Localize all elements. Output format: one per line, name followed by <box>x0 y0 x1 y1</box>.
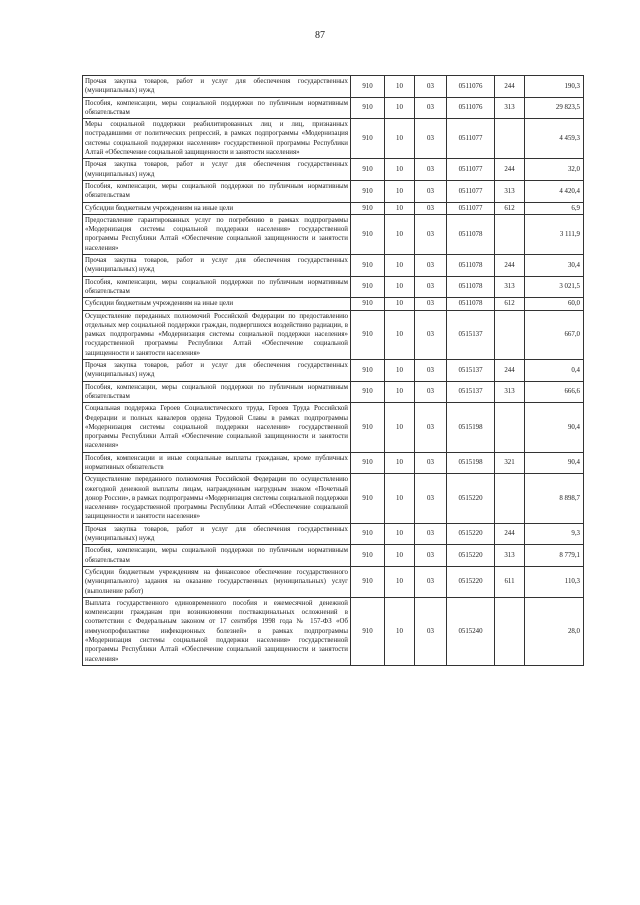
table-row <box>83 452 584 474</box>
row-expense-type-code: 612 <box>495 298 525 310</box>
row-amount: 3 111,9 <box>525 214 584 254</box>
row-amount: 9,3 <box>525 523 584 545</box>
table-row <box>83 276 584 298</box>
row-target-code: 0515220 <box>447 474 495 523</box>
row-expense-type-code: 244 <box>495 76 525 98</box>
row-subsection-code: 03 <box>415 76 447 98</box>
row-expense-type-code: 313 <box>495 180 525 202</box>
row-target-code: 0515198 <box>447 403 495 452</box>
row-description: Предоставление гарантированных услуг по погребению в рамках подпрограммы «Модернизация системы социальной поддержки населения» государственной программы Республики Алтай «Обеспечение социальной защищенности и занятости населения» <box>83 214 351 254</box>
row-expense-type-code: 244 <box>495 523 525 545</box>
row-department-code: 910 <box>351 310 385 359</box>
row-description: Прочая закупка товаров, работ и услуг для обеспечения государственных (муниципальных) нужд <box>83 523 351 545</box>
row-target-code: 0511078 <box>447 214 495 254</box>
row-section-code: 10 <box>385 403 415 452</box>
row-subsection-code: 03 <box>415 597 447 665</box>
row-description: Пособия, компенсации и иные социальные выплаты гражданам, кроме публичных нормативных обязательств <box>83 452 351 474</box>
table-row <box>83 310 584 359</box>
row-department-code: 910 <box>351 298 385 310</box>
row-amount: 4 459,3 <box>525 119 584 159</box>
row-target-code: 0515137 <box>447 310 495 359</box>
row-department-code: 910 <box>351 180 385 202</box>
row-section-code: 10 <box>385 474 415 523</box>
row-description: Прочая закупка товаров, работ и услуг для обеспечения государственных (муниципальных) нужд <box>83 255 351 277</box>
row-section-code: 10 <box>385 310 415 359</box>
row-description: Социальная поддержка Героев Социалистического труда, Героев Труда Российской Федерации и полных кавалеров ордена Трудовой Славы в рамках подпрограммы «Модернизация системы социальной поддержки населения» государственной программы Республики Алтай «Обеспечение социальной защищенности и занятости населения» <box>83 403 351 452</box>
table-row <box>83 523 584 545</box>
row-department-code: 910 <box>351 202 385 214</box>
row-amount: 0,4 <box>525 360 584 382</box>
row-description: Субсидии бюджетным учреждениям на финансовое обеспечение государственного (муниципального) задания на оказание государственных (муниципальных) услуг (выполнение работ) <box>83 566 351 597</box>
row-amount: 6,9 <box>525 202 584 214</box>
row-department-code: 910 <box>351 545 385 567</box>
row-department-code: 910 <box>351 523 385 545</box>
table-row <box>83 597 584 665</box>
table-row <box>83 381 584 403</box>
row-expense-type-code: 244 <box>495 360 525 382</box>
row-department-code: 910 <box>351 403 385 452</box>
row-amount: 28,0 <box>525 597 584 665</box>
row-target-code: 0511078 <box>447 298 495 310</box>
row-expense-type-code: 313 <box>495 276 525 298</box>
row-department-code: 910 <box>351 597 385 665</box>
row-expense-type-code: 313 <box>495 381 525 403</box>
row-target-code: 0511077 <box>447 119 495 159</box>
table-row <box>83 255 584 277</box>
row-subsection-code: 03 <box>415 214 447 254</box>
row-subsection-code: 03 <box>415 255 447 277</box>
row-subsection-code: 03 <box>415 202 447 214</box>
row-description: Осуществление переданного полномочия Российской Федерации по осуществлению ежегодной денежной выплаты лицам, награжденным нагрудным знаком «Почетный донор России», в рамках подпрограммы «Модернизация системы социальной поддержки населения» государственной программы Республики Алтай «Обеспечение социальной защищенности и занятости населения» <box>83 474 351 523</box>
row-target-code: 0511077 <box>447 202 495 214</box>
row-description: Пособия, компенсации, меры социальной поддержки по публичным нормативным обязательствам <box>83 381 351 403</box>
row-target-code: 0511078 <box>447 255 495 277</box>
table-row <box>83 159 584 181</box>
row-section-code: 10 <box>385 180 415 202</box>
table-row <box>83 202 584 214</box>
row-section-code: 10 <box>385 276 415 298</box>
row-subsection-code: 03 <box>415 298 447 310</box>
row-amount: 3 021,5 <box>525 276 584 298</box>
table-row <box>83 76 584 98</box>
row-target-code: 0511078 <box>447 276 495 298</box>
row-department-code: 910 <box>351 566 385 597</box>
row-section-code: 10 <box>385 523 415 545</box>
row-target-code: 0511076 <box>447 76 495 98</box>
row-expense-type-code: 612 <box>495 202 525 214</box>
table-row <box>83 545 584 567</box>
table-row <box>83 119 584 159</box>
row-subsection-code: 03 <box>415 97 447 119</box>
row-section-code: 10 <box>385 159 415 181</box>
row-amount: 666,6 <box>525 381 584 403</box>
row-subsection-code: 03 <box>415 180 447 202</box>
row-subsection-code: 03 <box>415 159 447 181</box>
row-subsection-code: 03 <box>415 545 447 567</box>
row-section-code: 10 <box>385 298 415 310</box>
row-amount: 60,0 <box>525 298 584 310</box>
row-section-code: 10 <box>385 76 415 98</box>
row-department-code: 910 <box>351 255 385 277</box>
page-number: 87 <box>315 30 325 41</box>
row-target-code: 0515220 <box>447 566 495 597</box>
row-department-code: 910 <box>351 159 385 181</box>
row-subsection-code: 03 <box>415 523 447 545</box>
row-section-code: 10 <box>385 566 415 597</box>
row-expense-type-code: 313 <box>495 97 525 119</box>
row-section-code: 10 <box>385 202 415 214</box>
row-department-code: 910 <box>351 360 385 382</box>
table-row <box>83 360 584 382</box>
row-description: Выплата государственного единовременного пособия и ежемесячной денежной компенсации гражданам при возникновении поствакцинальных осложнений в соответствии с Федеральным законом от 17 сентября 1998 года № 157-ФЗ «Об иммунопрофилактике инфекционных болезней» в рамках подпрограммы «Модернизация системы социальной поддержки населения» государственной программы Республики Алтай «Обеспечение социальной защищенности и занятости населения» <box>83 597 351 665</box>
row-expense-type-code: 244 <box>495 255 525 277</box>
row-expense-type-code: 321 <box>495 452 525 474</box>
row-expense-type-code <box>495 474 525 523</box>
row-target-code: 0515198 <box>447 452 495 474</box>
row-expense-type-code <box>495 214 525 254</box>
row-description: Прочая закупка товаров, работ и услуг для обеспечения государственных (муниципальных) нужд <box>83 76 351 98</box>
row-department-code: 910 <box>351 76 385 98</box>
row-section-code: 10 <box>385 360 415 382</box>
row-description: Субсидии бюджетным учреждениям на иные цели <box>83 202 351 214</box>
row-expense-type-code <box>495 119 525 159</box>
row-subsection-code: 03 <box>415 474 447 523</box>
row-subsection-code: 03 <box>415 452 447 474</box>
table-body <box>83 76 584 666</box>
row-amount: 90,4 <box>525 403 584 452</box>
row-amount: 29 823,5 <box>525 97 584 119</box>
row-amount: 8 779,1 <box>525 545 584 567</box>
row-expense-type-code: 611 <box>495 566 525 597</box>
row-section-code: 10 <box>385 214 415 254</box>
table-row <box>83 97 584 119</box>
row-subsection-code: 03 <box>415 360 447 382</box>
row-amount: 4 420,4 <box>525 180 584 202</box>
row-description: Меры социальной поддержки реабилитированных лиц и лиц, признанных пострадавшими от политических репрессий, в рамках подпрограммы «Модернизация системы социальной поддержки населения» государственной программы Республики Алтай «Обеспечение социальной защищенности и занятости населения» <box>83 119 351 159</box>
row-description: Прочая закупка товаров, работ и услуг для обеспечения государственных (муниципальных) нужд <box>83 159 351 181</box>
row-target-code: 0511076 <box>447 97 495 119</box>
row-department-code: 910 <box>351 276 385 298</box>
row-section-code: 10 <box>385 452 415 474</box>
row-subsection-code: 03 <box>415 403 447 452</box>
row-expense-type-code <box>495 403 525 452</box>
row-department-code: 910 <box>351 381 385 403</box>
table-row <box>83 474 584 523</box>
row-amount: 8 898,7 <box>525 474 584 523</box>
table-row <box>83 566 584 597</box>
row-amount: 90,4 <box>525 452 584 474</box>
row-amount: 30,4 <box>525 255 584 277</box>
row-department-code: 910 <box>351 97 385 119</box>
row-department-code: 910 <box>351 452 385 474</box>
row-section-code: 10 <box>385 381 415 403</box>
row-subsection-code: 03 <box>415 276 447 298</box>
budget-table <box>82 75 584 666</box>
row-subsection-code: 03 <box>415 566 447 597</box>
row-expense-type-code: 244 <box>495 159 525 181</box>
row-department-code: 910 <box>351 214 385 254</box>
row-target-code: 0515137 <box>447 381 495 403</box>
table-row <box>83 298 584 310</box>
row-section-code: 10 <box>385 255 415 277</box>
row-department-code: 910 <box>351 119 385 159</box>
row-subsection-code: 03 <box>415 119 447 159</box>
row-subsection-code: 03 <box>415 381 447 403</box>
row-section-code: 10 <box>385 97 415 119</box>
table-row <box>83 180 584 202</box>
row-description: Пособия, компенсации, меры социальной поддержки по публичным нормативным обязательствам <box>83 97 351 119</box>
row-target-code: 0511077 <box>447 159 495 181</box>
row-target-code: 0515137 <box>447 360 495 382</box>
row-subsection-code: 03 <box>415 310 447 359</box>
row-target-code: 0511077 <box>447 180 495 202</box>
row-target-code: 0515220 <box>447 523 495 545</box>
row-section-code: 10 <box>385 597 415 665</box>
row-description: Пособия, компенсации, меры социальной поддержки по публичным нормативным обязательствам <box>83 545 351 567</box>
row-department-code: 910 <box>351 474 385 523</box>
row-amount: 667,0 <box>525 310 584 359</box>
row-target-code: 0515220 <box>447 545 495 567</box>
row-amount: 190,3 <box>525 76 584 98</box>
row-description: Пособия, компенсации, меры социальной поддержки по публичным нормативным обязательствам <box>83 180 351 202</box>
table-row <box>83 214 584 254</box>
row-expense-type-code: 313 <box>495 545 525 567</box>
row-expense-type-code <box>495 310 525 359</box>
row-expense-type-code <box>495 597 525 665</box>
row-amount: 32,0 <box>525 159 584 181</box>
table-row <box>83 403 584 452</box>
row-description: Пособия, компенсации, меры социальной поддержки по публичным нормативным обязательствам <box>83 276 351 298</box>
row-section-code: 10 <box>385 119 415 159</box>
row-description: Субсидии бюджетным учреждениям на иные цели <box>83 298 351 310</box>
row-section-code: 10 <box>385 545 415 567</box>
row-description: Осуществление переданных полномочий Российской Федерации по предоставлению отдельных мер социальной поддержки граждан, подвергшихся воздействию радиации, в рамках подпрограммы «Модернизация системы социальной поддержки населения» государственной программы Республики Алтай «Обеспечение социальной защищенности и занятости населения» <box>83 310 351 359</box>
row-amount: 110,3 <box>525 566 584 597</box>
row-description: Прочая закупка товаров, работ и услуг для обеспечения государственных (муниципальных) нужд <box>83 360 351 382</box>
row-target-code: 0515240 <box>447 597 495 665</box>
